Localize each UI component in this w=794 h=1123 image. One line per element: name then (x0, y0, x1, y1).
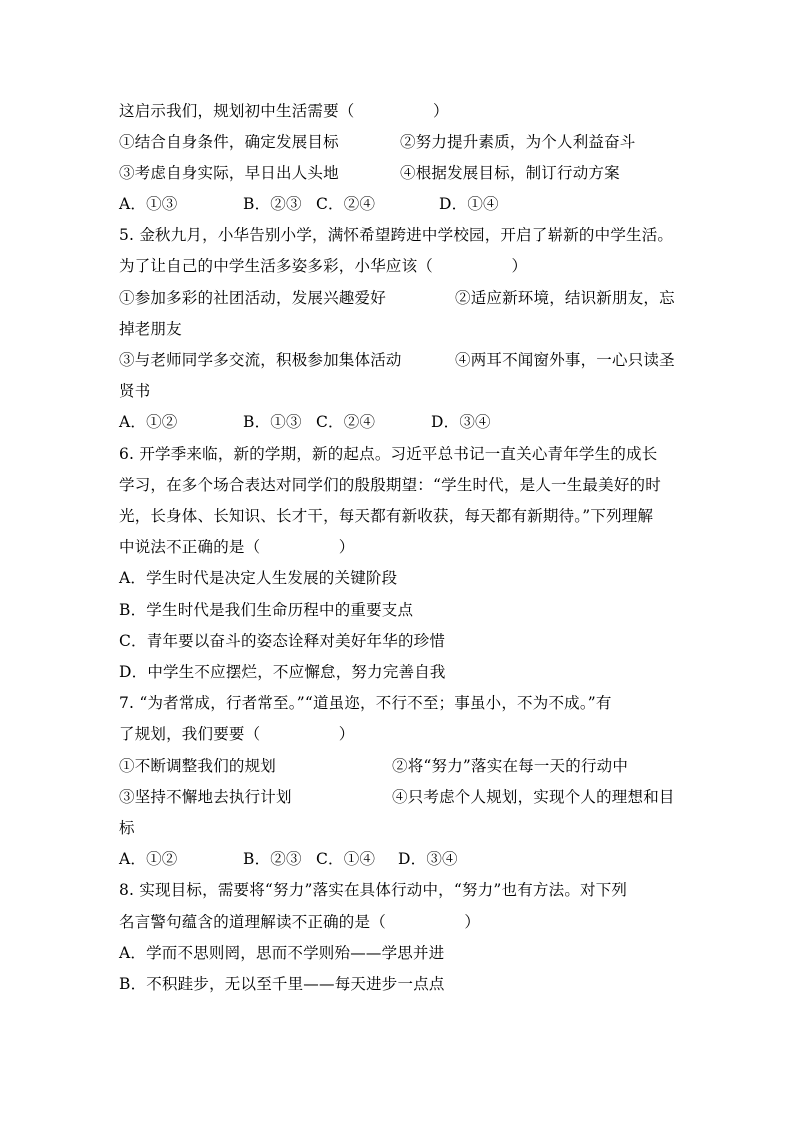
q4-stem-end-text: 这启示我们，规划初中生活需要（ ） (119, 102, 449, 120)
q6-stem-line-3 (119, 501, 679, 532)
q7-stem-line-2 (119, 719, 679, 750)
q8-choice-b: B．不积跬步，无以至千里——每天进步一点点 (119, 975, 445, 993)
q7-options-row-2 (119, 782, 679, 813)
q4-option-2: ②努力提升素质，为个人利益奋斗 (400, 133, 636, 151)
q6-choice-d-row (119, 657, 679, 688)
q5-option-4: ④两耳不闻窗外事，一心只读圣 (455, 351, 675, 369)
q6-stem-line-1-text: 6. 开学季来临，新的学期，新的起点。习近平总书记一直关心青年学生的成长 (119, 445, 658, 463)
q8-choice-a: A．学而不思则罔，思而不学则殆——学思并进 (119, 944, 445, 962)
q4-option-4: ④根据发展目标，制订行动方案 (400, 164, 620, 182)
q7-stem-line-1-text: 7. “为者常成，行者常至。”“道虽迩，不行不至；事虽小，不为不成。”有 (119, 694, 612, 712)
q8-stem-line-2 (119, 907, 679, 938)
q7-option-2: ②将“努力”落实在每一天的行动中 (392, 757, 629, 775)
q6-choice-b: B．学生时代是我们生命历程中的重要支点 (119, 601, 414, 619)
q4-options-row-2 (119, 158, 679, 189)
q4-options-row-1 (119, 127, 679, 158)
q4-option-3: ③考虑自身实际，早日出人头地 (119, 164, 339, 182)
q6-stem-line-2 (119, 470, 679, 501)
q7-option-4-continued: 标 (119, 819, 135, 837)
q6-choice-b-row (119, 595, 679, 626)
q4-choices (119, 189, 679, 220)
q5-stem-line-1-text: 5. 金秋九月，小华告别小学，满怀希望跨进中学校园，开启了崭新的中学生活。 (119, 226, 674, 244)
q5-options-row-1-wrap (119, 314, 679, 345)
q5-options-row-2 (119, 345, 679, 376)
q5-options-row-2-wrap (119, 376, 679, 407)
q7-choice-b: B．②③ (243, 850, 302, 868)
q6-stem-line-2-text: 学习，在多个场合表达对同学们的殷殷期望：“学生时代，是人一生最美好的时 (119, 476, 661, 494)
q6-stem-line-4-text: 中说法不正确的是（ ） (119, 538, 355, 556)
q5-option-2: ②适应新环境，结识新朋友，忘 (455, 289, 675, 307)
q7-choice-d: D．③④ (398, 850, 458, 868)
q5-option-4-continued: 贤书 (119, 382, 151, 400)
q5-choice-a: A．①② (119, 413, 178, 431)
q5-stem-line-2 (119, 251, 679, 282)
q6-stem-line-3-text: 光，长身体、长知识、长才干，每天都有新收获，每天都有新期待。”下列理解 (119, 507, 654, 525)
q8-stem-line-2-text: 名言警句蕴含的道理解读不正确的是（ ） (119, 913, 481, 931)
q5-choice-d: D．③④ (431, 413, 491, 431)
q5-option-3: ③与老师同学多交流，积极参加集体活动 (119, 351, 402, 369)
q7-choice-c: C．①④ (316, 850, 376, 868)
q4-option-1: ①结合自身条件，确定发展目标 (119, 133, 339, 151)
q6-choice-a-row (119, 563, 679, 594)
q5-options-row-1 (119, 283, 679, 314)
q8-choice-a-row (119, 938, 679, 969)
q6-choice-c: C．青年要以奋斗的姿态诠释对美好年华的珍惜 (119, 632, 446, 650)
q7-option-1: ①不断调整我们的规划 (119, 757, 277, 775)
q5-option-2-continued: 掉老朋友 (119, 320, 182, 338)
q7-option-4: ④只考虑个人规划，实现个人的理想和目 (392, 788, 675, 806)
q6-stem-line-1 (119, 439, 679, 470)
q5-choice-c: C．②④ (316, 413, 376, 431)
q8-stem-line-1 (119, 875, 679, 906)
q5-option-1: ①参加多彩的社团活动，发展兴趣爱好 (119, 289, 386, 307)
q7-stem-line-2-text: 了规划，我们要要（ ） (119, 725, 355, 743)
q6-stem-line-4 (119, 532, 679, 563)
q4-choice-c: C．②④ (316, 195, 376, 213)
q7-option-3: ③坚持不懈地去执行计划 (119, 788, 292, 806)
q5-stem-line-1 (119, 220, 679, 251)
q7-choices (119, 844, 679, 875)
q5-choices (119, 407, 679, 438)
q4-choice-a: A．①③ (119, 195, 178, 213)
q5-choice-b: B．①③ (243, 413, 302, 431)
q4-choice-b: B．②③ (243, 195, 302, 213)
q5-stem-line-2-text: 为了让自己的中学生活多姿多彩，小华应该（ ） (119, 257, 528, 275)
q4-stem-end (119, 96, 679, 127)
q7-options-row-1 (119, 751, 679, 782)
q6-choice-c-row (119, 626, 679, 657)
q8-choice-b-row (119, 969, 679, 1000)
q8-stem-line-1-text: 8. 实现目标，需要将“努力”落实在具体行动中，“努力”也有方法。对下列 (119, 881, 628, 899)
q7-choice-a: A．①② (119, 850, 178, 868)
q7-stem-line-1 (119, 688, 679, 719)
q6-choice-d: D．中学生不应摆烂，不应懈怠，努力完善自我 (119, 663, 446, 681)
q7-options-row-2-wrap (119, 813, 679, 844)
q6-choice-a: A．学生时代是决定人生发展的关键阶段 (119, 569, 398, 587)
q4-choice-d: D．①④ (439, 195, 499, 213)
